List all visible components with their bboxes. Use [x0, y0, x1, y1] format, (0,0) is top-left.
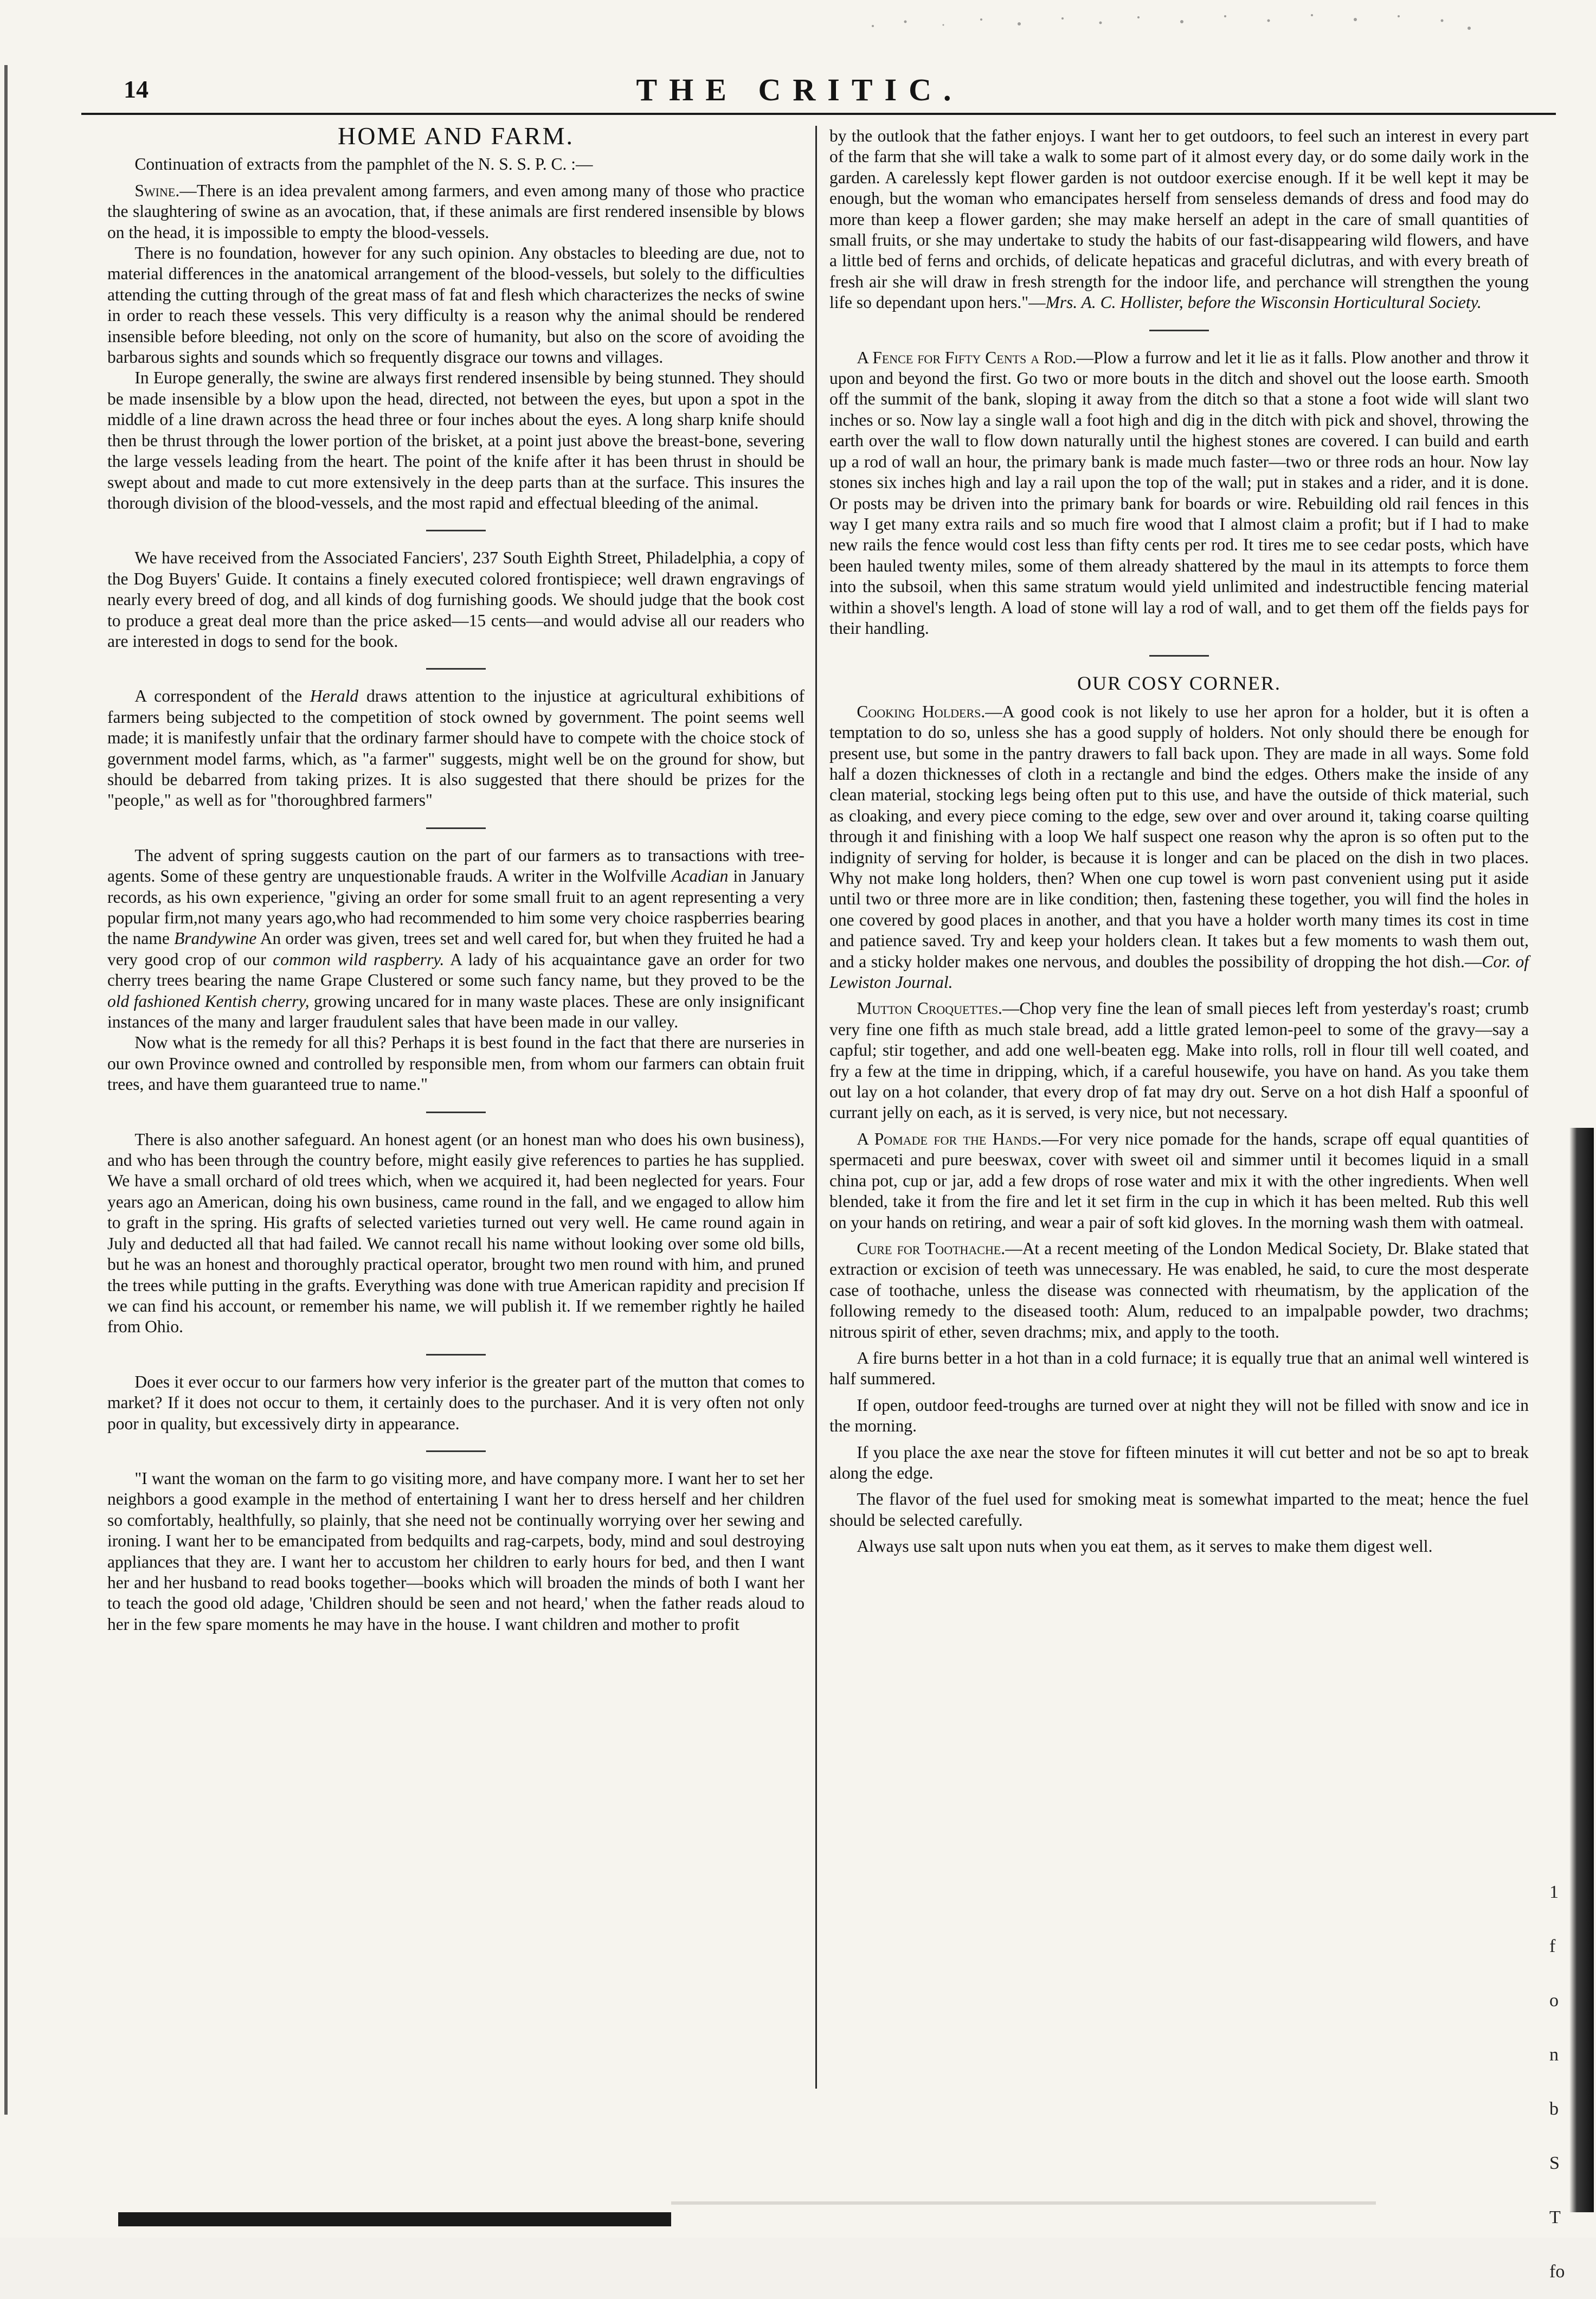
masthead [43, 64, 1556, 113]
newspaper-title: THE CRITIC. [636, 72, 963, 107]
tip-fuel: The flavor of the fuel used for smoking meat is somewhat imparted to the meat; hence the fuel should be selected carefully. [829, 1489, 1529, 1530]
swine-label: Swine. [134, 181, 180, 200]
tip-salt: Always use salt upon nuts when you eat them, as it serves to make them digest well. [857, 1537, 1433, 1556]
left-margin-shadow [4, 65, 8, 2115]
article-pomade: A Pomade for the Hands.—For very nice pomade for the hands, scrape off equal quantities of spermaceti and pure beeswax, cover with sweet oil and simmer until it becomes liquid in a small china pot, cup or jar, add a few drops of rose water and mix it with the other ingredients. When well blended, take it from the fire and let it set firm in the cup in which it has been melted. Rub this well on your hands on retiring, and wear a pair of soft kid gloves. In the morning wash them with oatmeal. [829, 1129, 1529, 1232]
article-mutton-croquettes: Mutton Croquettes.—Chop very fine the lean of small pieces left from yesterday's roast; crumb very fine one fifth as much stale bread, add a little grated lemon-peel to some of the gravy—say a capful; stir together, and add one well-beaten egg. Make into rolls, roll in flour till well coated, and fry a few at the time in dripping, which, if a careful housewife, you have on hand. As you take them out lay on a hot colander, that every drop of fat may dry out. Serve on a hot dish Half a spoonful of currant jelly on each, as it is served, is very nice, but not necessary. [829, 999, 1529, 1122]
fence-label: A Fence for Fifty Cents a Rod. [857, 348, 1077, 367]
separator [426, 530, 486, 531]
separator [426, 1450, 486, 1452]
masthead-rule [81, 113, 1556, 115]
section-heading-cosy-corner: OUR COSY CORNER. [1077, 672, 1281, 695]
edge-glyph: b [1549, 2099, 1559, 2119]
bottom-bar [118, 2212, 671, 2226]
right-edge-shadow [1569, 1128, 1594, 2212]
article-tree-agents-paragraph: Now what is the remedy for all this? Perhaps it is best found in the fact that there are nurseries in our own Province owned and controlled by responsible men, from whom our farmers can obtain fruit trees, and have them guaranteed true to name." [107, 1033, 805, 1094]
woman-credit: Mrs. A. C. Hollister, before the Wisconsin Horticultural Society. [1045, 293, 1482, 312]
holders-credit: Cor. of Lewiston Journal. [829, 952, 1529, 992]
separator [426, 668, 486, 670]
edge-glyph: T [1549, 2207, 1561, 2227]
holders-label: Cooking Holders. [857, 702, 986, 721]
article-herald: A correspondent of the Herald draws attention to the injustice at agricultural exhibitions of farmers being subjected to the competition of stock owned by government. The point seems well made; it is manifestly unfair that the ordinary farmer should have to compete with the choice stock of government model farms, which, as "a farmer" suggests, might well be on the ground for show, but should be debarred from taking prizes. It is also suggested that there should be prizes for the "people," as well as for "thoroughbred farmers" [107, 686, 805, 810]
edge-glyph: S [1549, 2153, 1560, 2173]
column-rule [815, 126, 817, 2089]
article-safeguard: There is also another safeguard. An honest agent (or an honest man who does his own business), and who has been through the country before, might easily give references to parties he has supplied. We have a small orchard of old trees which, when we acquired it, had been neglected for years. Four years ago an American, doing his own business, came round in the fall, and we engaged to allow him to graft in the spring. His grafts of selected varieties turned out very well. He came round again in July and deducted all that had failed. We cannot recall his name without looking over some old bills, but he was an honest and thoroughly practical operator, brought two men round with him, and pruned the trees while putting in the grafts. Everything was done with true American rapidity and precision If we can find his account, or remember his name, we will publish it. If we remember rightly he hailed from Ohio. [107, 1129, 805, 1337]
section-heading-home-and-farm: HOME AND FARM. [337, 122, 575, 150]
edge-glyph: 1 [1549, 1882, 1559, 1902]
article-cooking-holders: Cooking Holders.—A good cook is not likely to use her apron for a holder, but it is often a temptation to do so, unless she has a good supply of holders. Not only should there be enough for present use, but some in the pantry drawers to fall back upon. They are made in all ways. Some fold half a dozen thicknesses of cloth in a rectangle and bind the edges. Others make the inside of any clean material, stocking legs being often put to this use, and have the outside of thick material, such as cloaking, and every piece coming to the edge, sew over and over around it, taking coarse quilting through it and finishing with a loop We half suspect one reason why the apron is so often put to the indignity of serving for holder, is because it is longer and can be placed on the dish in two places. Why not make long holders, then? When one cup towel is worn past convenient using put it aside until two or three more are in like condition; then, fastening these together, you will find the holes in one covered by good places in another, and that you have a holder worth many times its cost in time and patience saved. Try and keep your holders clean. It takes but a few moments to wash them out, and a sticky holder makes one nervous, and doubles the possibility of dropping the hot dish.—Cor. of Lewiston Journal. [829, 702, 1529, 992]
tip-fire: A fire burns better in a hot than in a cold furnace; it is equally true that an animal well wintered is half summered. [829, 1348, 1529, 1389]
tip-axe: If you place the axe near the stove for fifteen minutes it will cut better and not be so apt to break along the edge. [829, 1442, 1529, 1482]
page-number: 14 [124, 75, 149, 103]
separator [426, 1354, 486, 1356]
separator [426, 827, 486, 829]
intro-line: Continuation of extracts from the pamphlet of the N. S. S. P. C. :— [134, 155, 593, 174]
tip-troughs: If open, outdoor feed-troughs are turned over at night they will not be filled with snow and ice in the morning. [829, 1395, 1529, 1436]
article-woman-continued: by the outlook that the father enjoys. I want her to get outdoors, to feel such an interest in every part of the farm that she will take a walk to some part of it almost every day, or do some daily work in the garden. A carelessly kept flower garden is not outdoor exercise enough. If it be well kept it may be enough, but the woman who emancipates herself from senseless demands of dress and food may do more than keep a flower garden; she may make herself an adept in the care of small quantities of small fruits, or she may undertake to study the habits of our fast-disappearing wild flowers, and have a little bed of ferns and orchids, of delicate hepaticas and graceful diclutras, and with every breath of fresh air she will draw in fresh strength for the indoor life, and perchance will strengthen the young life so dependant upon hers."—Mrs. A. C. Hollister, before the Wisconsin Horticultural Society. [829, 126, 1529, 312]
edge-glyph: fo [1549, 2262, 1565, 2282]
article-swine-paragraph: In Europe generally, the swine are always first rendered insensible by being stunned. They should be made insensible by a blow upon the head, directed, not between the eyes, but upon a spot in the middle of a line drawn across the head three or four inches about the eyes. A long sharp knife should then be thrust through the lower portion of the brisket, at a point just above the breast-bone, severing the large vessels leading from the heart. The point of the knife after it has been thrust in should be swept about and made to cut more extensively in the deep parts than at the surface. This insures the thorough division of the blood-vessels, and the most rapid and effectual bleeding of the animal. [107, 368, 805, 512]
article-swine: Swine.—There is an idea prevalent among farmers, and even among many of those who practice the slaughtering of swine as an avocation, that, if these animals are first rendered insensible by blows on the head, it is impossible to empty the blood-vessels. [107, 181, 805, 242]
edge-glyph: n [1549, 2045, 1559, 2065]
separator [1149, 330, 1209, 331]
article-fence: A Fence for Fifty Cents a Rod.—Plow a furrow and let it lie as it falls. Plow another and throw it upon and beyond the first. Go two or more bouts in the ditch and shovel out the loose earth. Smooth off the summit of the bank, sloping it away from the ditch so that a stone a foot wide will slant two inches or so. Now lay a single wall a foot high and dig in the ditch with pick and shovel, throwing the earth over the wall to flow down naturally until the highest stones are covered. I can build and earth up a rod of wall an hour, the primary bank is made much faster—two or three rods an hour. Now lay stones six inches high and lay a rail upon the top of the wall; put in stakes and a rider, and it is done. Or posts may be driven into the primary bank for boards or wire. Rebuilding old rail fences in this way I get many extra rails and so much fire wood that I almost claim a profit; but if I had to make new rails the fence would cost less than fifty cents per rod. It tires me to see cedar posts, which have been hauled twenty miles, some of them already shattered by the maul in its attempts to force them into the subsoil, when this same stratum would yield unlimited and indestructible fencing material within a shovel's length. A load of stone will lay a rod of wall, and to get them off the fields pays for their handling. [829, 348, 1529, 638]
article-tree-agents: The advent of spring suggests caution on the part of our farmers as to transactions with tree-agents. Some of these gentry are unquestionable frauds. A writer in the Wolfville Acadian in January records, as his own experience, "giving an order for some small fruit to an agent representing a very popular firm,not many years ago,who had recommended to him some very choice raspberries bearing the name Brandywine An order was given, trees set and well cared for, but when they fruited he had a very good crop of our common wild raspberry. A lady of his acquaintance gave an order for two cherry trees bearing the name Grape Clustered or some such fancy name, but they proved to be the old fashioned Kentish cherry, growing uncared for in many waste places. These are only insignificant instances of the many and larger fraudulent sales that have been made in our valley. [107, 845, 805, 1032]
right-column [829, 126, 1529, 1557]
bottom-shadow [671, 2201, 1376, 2205]
toothache-label: Cure for Toothache. [857, 1238, 1006, 1258]
article-woman-on-farm: "I want the woman on the farm to go visiting more, and have company more. I want her to set her neighbors a good example in the method of entertaining I want her to dress herself and her children so comfortably, healthfully, so plainly, that she need not be continually worrying over her sewing and ironing. I want her to be emancipated from bedquilts and rag-carpets, body, mind and soul destroying appliances that they are. I want her to accustom her children to early hours for bed, and then I want her and her husband to read books together—books which will broaden the minds of both I want her to teach the good old adage, 'Children should be seen and not heard,' when the father reads aloud to her in the few spare moments he may have in the house. I want children and mother to profit [107, 1468, 805, 1634]
croquettes-label: Mutton Croquettes. [857, 999, 1002, 1018]
left-column [107, 122, 805, 1635]
article-swine-paragraph: There is no foundation, however for any such opinion. Any obstacles to bleeding are due, not to material differences in the anatomical arrangement of the blood-vessels, but solely to the difficulties attending the cutting through of the great mass of fat and flesh which characterizes the necks of swine in order to reach these vessels. This very difficulty is a reason why the animal should be rendered insensible before bleeding, not only on the score of humanity, but also on the score of avoiding the barbarous sights and sounds which so frequently disgrace our towns and villages. [107, 243, 805, 367]
print-speckle [857, 10, 1485, 36]
edge-glyphs [1549, 1865, 1566, 2299]
edge-glyph: f [1549, 1936, 1556, 1956]
edge-glyph: o [1549, 1990, 1559, 2011]
article-fanciers: We have received from the Associated Fanciers', 237 South Eighth Street, Philadelphia, a copy of the Dog Buyers' Guide. It contains a finely executed colored frontispiece; well drawn engravings of nearly every breed of dog, and all kinds of dog furnishing goods. We should judge that the book cost to produce a great deal more than the price asked—15 cents—and would advise all our readers who are interested in dogs to send for the book. [107, 548, 805, 651]
article-toothache: Cure for Toothache.—At a recent meeting of the London Medical Society, Dr. Blake stated that extraction or excision of teeth was unnecessary. He was enabled, he said, to cure the most desperate case of toothache, unless the disease was connected with rheumatism, by the application of the following remedy to the diseased tooth: Alum, reduced to an impalpable powder, two drachms; nitrous spirit of ether, seven drachms; mix, and apply to the tooth. [829, 1238, 1529, 1341]
pomade-label: A Pomade for the Hands. [857, 1129, 1042, 1148]
article-mutton: Does it ever occur to our farmers how very inferior is the greater part of the mutton that comes to market? If it does not occur to them, it certainly does to the purchaser. And it is very often not only poor in quality, but excessively dirty in appearance. [107, 1372, 805, 1433]
separator [426, 1112, 486, 1113]
separator [1149, 655, 1209, 657]
